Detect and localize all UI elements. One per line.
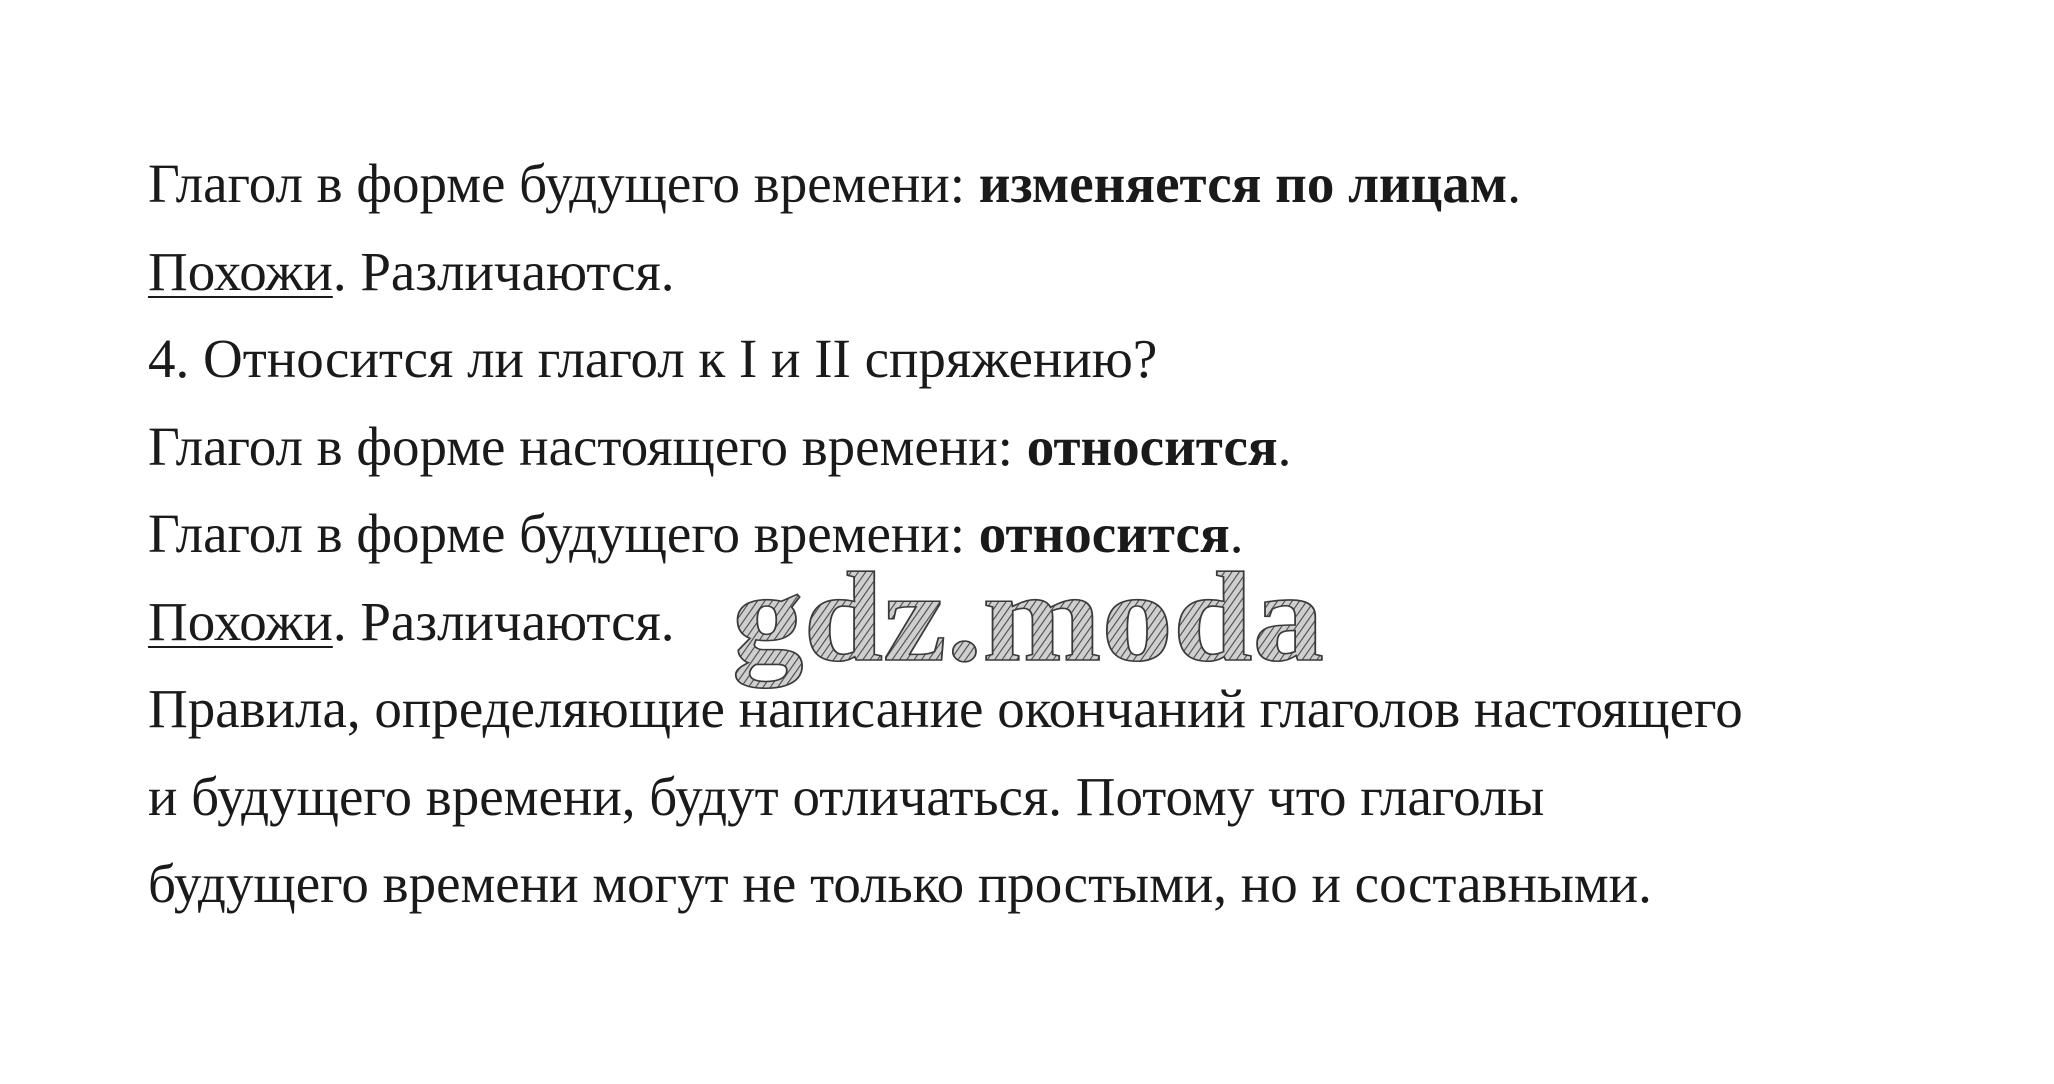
text-line-2 bbox=[148, 228, 1948, 316]
line-7-text: Правила, определяющие написание окончаний глаголов настоящего bbox=[148, 678, 1743, 739]
document-text bbox=[148, 140, 1948, 928]
watermark-text: gdz.moda bbox=[732, 548, 1324, 688]
line-5-suffix: . bbox=[1229, 503, 1244, 564]
watermark-logo bbox=[728, 548, 1328, 698]
line-1-suffix: . bbox=[1507, 153, 1522, 214]
watermark-svg bbox=[728, 548, 1328, 698]
text-line-9 bbox=[148, 840, 1948, 928]
line-3-text: 4. Относится ли глагол к I и II спряжению? bbox=[148, 328, 1158, 389]
line-9-text: будущего времени могут не только простыми, но и составными. bbox=[148, 853, 1652, 914]
text-line-1 bbox=[148, 140, 1948, 228]
line-6-underlined: Похожи bbox=[148, 590, 333, 652]
text-line-3 bbox=[148, 315, 1948, 403]
line-4-bold: относится bbox=[1026, 415, 1278, 477]
line-8-text: и будущего времени, будут отличаться. Потому что глаголы bbox=[148, 765, 1545, 827]
text-line-8 bbox=[148, 753, 1948, 841]
line-2-underlined: Похожи bbox=[148, 240, 333, 302]
line-6-rest: . Различаются. bbox=[332, 590, 675, 652]
line-1-text: Глагол в форме будущего времени: bbox=[148, 153, 979, 214]
line-4-text: Глагол в форме настоящего времени: bbox=[148, 415, 1027, 477]
line-5-text: Глагол в форме будущего времени: bbox=[148, 503, 979, 564]
line-5-bold: относится bbox=[978, 503, 1230, 564]
text-line-4 bbox=[148, 403, 1948, 491]
line-4-suffix: . bbox=[1277, 415, 1292, 477]
line-1-bold: изменяется по лицам bbox=[978, 153, 1508, 214]
line-2-rest: . Различаются. bbox=[332, 240, 675, 302]
